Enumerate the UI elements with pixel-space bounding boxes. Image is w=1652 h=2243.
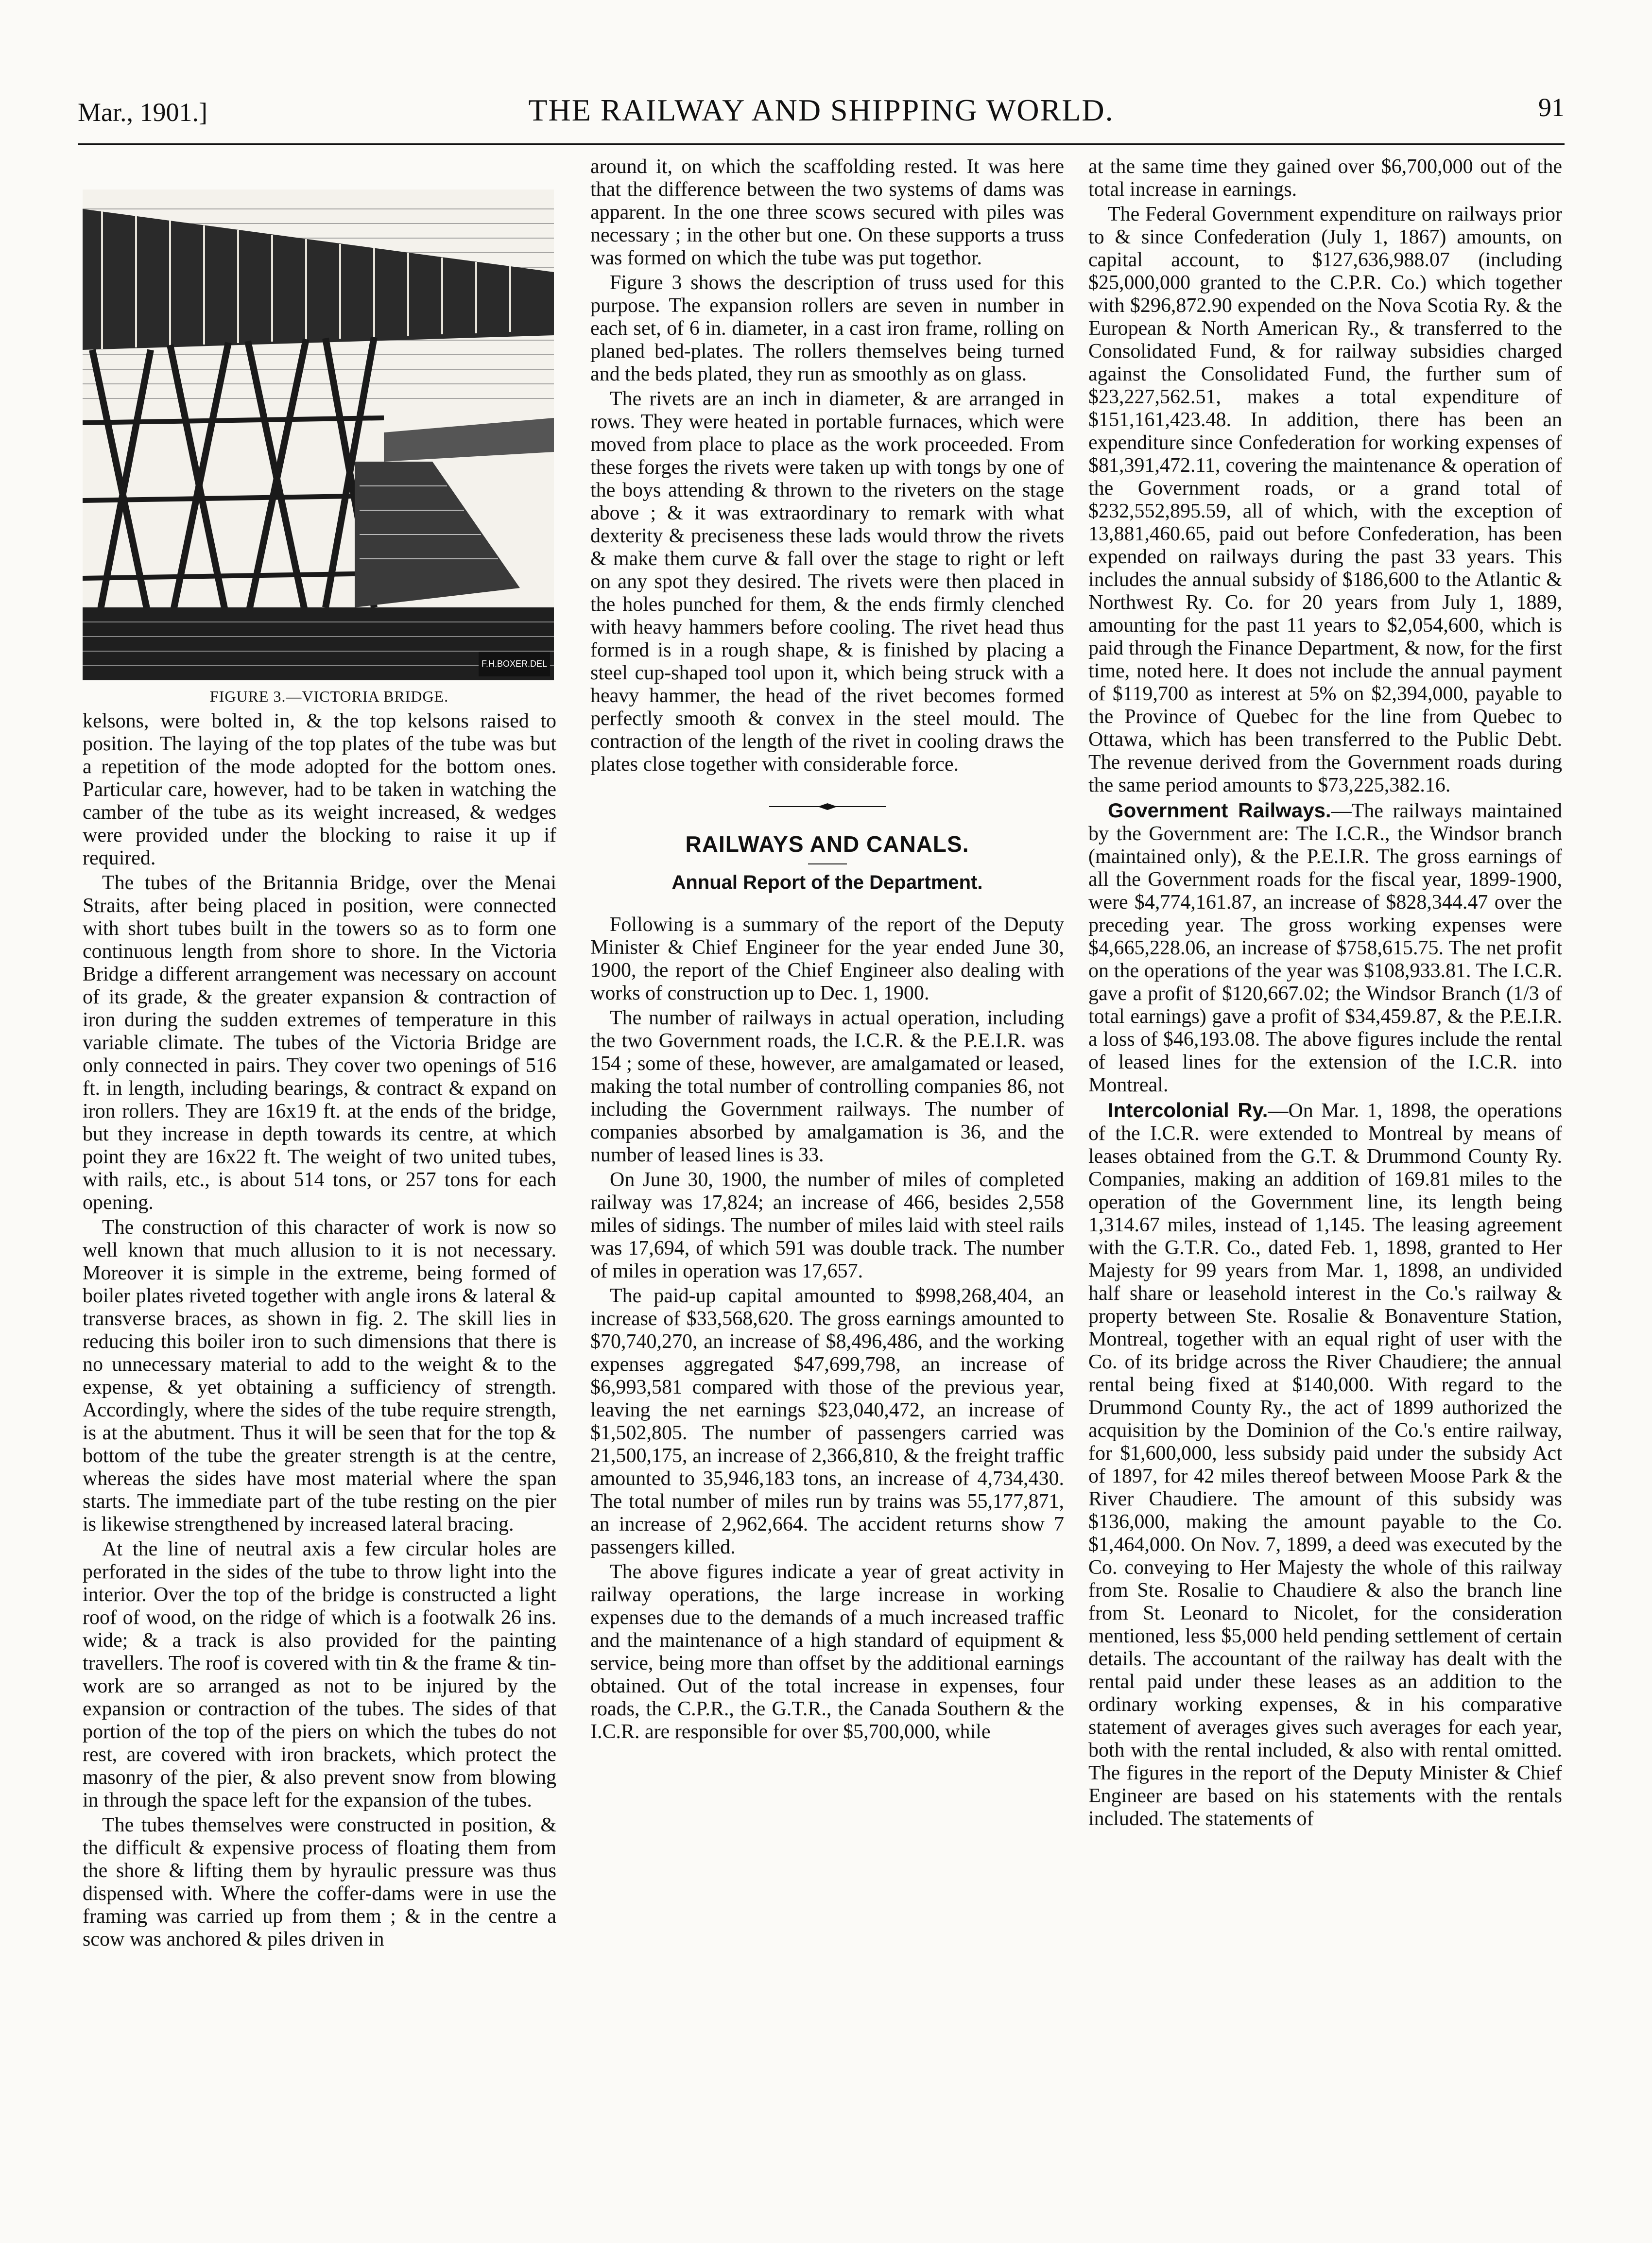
page-header [78,83,1565,136]
ornamental-rule [769,802,886,811]
paragraph: kelsons, were bolted in, & the top kelsons raised to position. The laying of the top plates of the tube was but a repetition of the mode adopted for the bottom ones. Particular care, however, had to be taken in watching the camber of the tube as its weight increased, & wedges were provided under the blocking to raise it up if required. [83,710,556,869]
paragraph: at the same time they gained over $6,700,000 out of the total increase in earnings. [1088,155,1562,201]
paragraph: The construction of this character of work is now so well known that much allusion to it is not necessary. Moreover it is simple in the extreme, being formed of boiler plates riveted together with angle irons & lateral & transverse braces, as shown in fig. 2. The skill lies in reducing this boiler iron to such dimensions that there is no unnecessary material to add to the weight & to the expense, & yet obtaining a sufficiency of strength. Accordingly, where the sides of the tube require strength, is at the abutment. Thus it will be seen that for the top & bottom of the tube the greater strength is at the centre, whereas the sides have most material where the span starts. The immediate part of the tube resting on the pier is likewise strengthened by increased lateral bracing. [83,1216,556,1536]
illustrator-credit: F.H.BOXER.DEL [479,652,550,676]
bridge-engraving-illustration [83,190,554,680]
section-subtitle: Annual Report of the Department. [671,872,983,893]
page-number: 91 [1538,93,1565,122]
column-3 [1088,155,1562,2221]
paragraph: At the line of neutral axis a few circular holes are perforated in the sides of the tube to throw light into the interior. Over the top of the bridge is constructed a light roof of wood, on the ridge of which is a footwalk 26 ins. wide; & a track is also provided for the painting travellers. The roof is covered with tin & the frame & tin-work are so arranged as not to be injured by the expansion or contraction of the tubes. The sides of that portion of the top of the piers on which the tubes do not rest, are covered with iron brackets, which protect the masonry of the pier, & also prevent snow from blowing in through the space left for the expansion of the tubes. [83,1538,556,1812]
section-divider [590,795,1064,818]
paragraph: Figure 3 shows the description of truss used for this purpose. The expansion rollers are seven in number in each set, of 6 in. diameter, in a cast iron frame, rolling on planed bed-plates. The rollers themselves being turned and the beds plated, they run as smoothly as on glass. [590,272,1064,385]
figure-caption: FIGURE 3.—VICTORIA BRIDGE. [209,688,449,705]
paragraph [1088,799,1562,1097]
paragraph: The paid-up capital amounted to $998,268,404, an increase of $33,568,620. The gross earnings amounted to $70,740,270, an increase of $8,496,486, and the working expenses aggregated $47,699,798, an increase of $6,993,581 compared with those of the previous year, leaving the net earnings $23,040,472, an increase of $1,502,805. The number of passengers carried was 21,500,175, an increase of 2,366,810, & the freight traffic amounted to 35,946,183 tons, an increase of 4,734,430. The total number of miles run by trains was 55,177,871, an increase of 2,962,664. The accident returns show 7 passengers killed. [590,1285,1064,1558]
paragraph: The tubes of the Britannia Bridge, over the Menai Straits, after being placed in position, were connected with short tubes built in the towers so as to form one continuous length from shore to shore. In the Victoria Bridge a different arrangement was necessary on account of its grade, & the greater expansion & contraction of iron during the sudden extremes of temperature in this variable climate. The tubes of the Victoria Bridge are only connected in pairs. They cover two openings of 516 ft. in length, including bearings, & contract & expand on iron rollers. They are 16x19 ft. at the ends of the bridge, but they increase in depth towards its centre, at which point they are 16x22 ft. The weight of two united tubes, with rails, etc., is about 514 tons, or 257 tons for each opening. [83,872,556,1214]
paragraph: The tubes themselves were constructed in position, & the difficult & expensive process of floating them from the shore & lifting them by hyraulic pressure was thus dispensed with. Where the coffer-dams were in use the framing was carried up from them ; & in the centre a scow was anchored & piles driven in [83,1814,556,1950]
run-in-heading: Intercolonial Ry. [1108,1099,1268,1122]
paragraph: around it, on which the scaffolding rested. It was here that the difference between the two systems of dams was apparent. In the one three scows secured with piles was necessary ; in the other but one. On these supports a truss was formed on which the tube was put togethor. [590,155,1064,269]
section-title: RAILWAYS AND CANALS. [685,831,969,857]
paragraph: The number of railways in actual operation, including the two Government roads, the I.C.R. & the P.E.I.R. was 154 ; some of these, however, are amalgamated or leased, making the total number of controlling companies 86, not including the Government railways. The number of companies absorbed by amalgamation is 36, and the number of leased lines is 33. [590,1007,1064,1166]
journal-title: THE RAILWAY AND SHIPPING WORLD. [528,93,1114,127]
column-1 [83,155,556,2221]
paragraph: On June 30, 1900, the number of miles of completed railway was 17,824; an increase of 466, besides 2,558 miles of sidings. The number of miles laid with steel rails was 17,694, of which 591 was double track. The number of miles in operation was 17,657. [590,1169,1064,1282]
paragraph: The above figures indicate a year of great activity in railway operations, the large increase in working expenses due to the demands of a much increased traffic and the maintenance of a high standard of equipment & service, being more than offset by the additional earnings obtained. Out of the total increase in expenses, four roads, the C.P.R., the G.T.R., the Canada Southern & the I.C.R. are responsible for over $5,700,000, while [590,1561,1064,1743]
paragraph-text: —The railways maintained by the Government are: The I.C.R., the Windsor branch (maintained only), & the P.E.I.R. The gross earnings of all the Government roads for the fiscal year, 1899-1900, were $4,774,161.87, an increase of $828,344.47 over the preceding year. The gross working expenses were $4,665,228.06, an increase of $758,615.75. The net profit on the operations of the year was $108,933.81. The I.C.R. gave a profit of $120,667.02; the Windsor Branch (1/3 of total earnings) gave a profit of $34,459.87, & the P.E.I.R. a loss of $46,193.08. The above figures include the rental of leased lines for the extension of the I.C.R. into Montreal. [1088,800,1562,1096]
run-in-heading: Government Railways. [1108,799,1331,822]
column-2 [590,155,1064,2221]
subtitle-rule [808,863,847,864]
paragraph-text: —On Mar. 1, 1898, the operations of the I.C.R. were extended to Montreal by means of leases obtained from the G.T. & Drummond County Ry. Companies, making an addition of 169.81 miles to the operation of the Government line, its length being 1,314.67 miles, instead of 1,145. The leasing agreement with the G.T.R. Co., dated Feb. 1, 1898, granted to Her Majesty for 99 years from Mar. 1, 1898, an undivided half share or leasehold interest in the Co.'s railway & property between Ste. Rosalie & Bonaventure Station, Montreal, together with an equal right of user with the Co. of its bridge across the River Chaudiere; the annual rental being fixed at $140,000. With regard to the Drummond County Ry., the act of 1899 authorized the acquisition by the Dominion of the Co.'s entire railway, for $1,600,000, less subsidy paid under the subsidy Act of 1897, for 42 miles thereof between Moose Park & the River Chaudiere. The amount of this subsidy was $136,000, making the amount payable to the Co. $1,464,000. On Nov. 7, 1899, a deed was executed by the Co. conveying to Her Majesty the whole of this railway from Ste. Rosalie to Chaudiere & also the branch line from St. Leonard to Nicolet, for the consideration mentioned, less $5,000 held pending settlement of certain details. The accountant of the railway has dealt with the rental paid under these leases as an addition to the ordinary working expenses, & in his comparative statement of averages gives such averages for each year, both with the rental included, & also with rental omitted. The figures in the report of the Deputy Minister & Chief Engineer are based on his statements with the rentals included. The statements of [1088,1100,1562,1830]
issue-date: Mar., 1901.] [78,98,207,127]
paragraph: Following is a summary of the report of the Deputy Minister & Chief Engineer for the year ended June 30, 1900, the report of the Chief Engineer also dealing with works of construction up to Dec. 1, 1900. [590,914,1064,1004]
paragraph: The rivets are an inch in diameter, & are arranged in rows. They were heated in portable furnaces, which were moved from place to place as the work proceeded. From these forges the rivets were taken up with tongs by one of the boys attending & thrown to the riveters on the stage above ; & it was extraordinary to remark with what dexterity & preciseness these lads would throw the rivets & make them curve & fall over the stage to right or left on any spot they desired. The rivets were then placed in the holes punched for them, & the ends firmly clenched with heavy hammers before cooling. The rivet head thus formed is in a rough shape, & is finished by placing a steel cup-shaped tool upon it, which being struck with a heavy hammer, the head of the rivet becomes formed perfectly smooth & convex in the steel mould. The contraction of the length of the rivet in cooling draws the plates close together with considerable force. [590,388,1064,776]
paragraph [1088,1099,1562,1830]
victoria-bridge-figure [83,190,554,680]
header-rule [78,143,1565,145]
paragraph: The Federal Government expenditure on railways prior to & since Confederation (July 1, 1867) amounts, on capital account, to $127,636,988.07 (including $25,000,000 granted to the C.P.R. Co.) which together with $296,872.90 expended on the Nova Scotia Ry. & the European & North American Ry., & transferred to the Consolidated Fund, & for railway subsidies charged against the Consolidated Fund, the further sum of $23,227,562.51, makes a total expenditure of $151,161,423.48. In addition, there has been an expenditure since Confederation for working expenses of $81,391,472.11, covering the maintenance & operation of the Government roads, or a grand total of $232,552,895.59, all of which, with the exception of 13,881,460.65, paid out before Confederation, has been expended on railways during the past 33 years. This includes the annual subsidy of $186,600 to the Atlantic & Northwest Ry. Co. for 20 years from July 1, 1889, amounting for the past 11 years to $2,054,600, which is paid through the Finance Department, & now, for the first time, noted here. It does not include the annual payment of $119,700 as interest at 5% on $2,394,000, payable to the Province of Quebec for the line from Quebec to Ottawa, which has been transferred to the Public Debt. The revenue derived from the Government roads during the same period amounts to $73,225,382.16. [1088,203,1562,796]
